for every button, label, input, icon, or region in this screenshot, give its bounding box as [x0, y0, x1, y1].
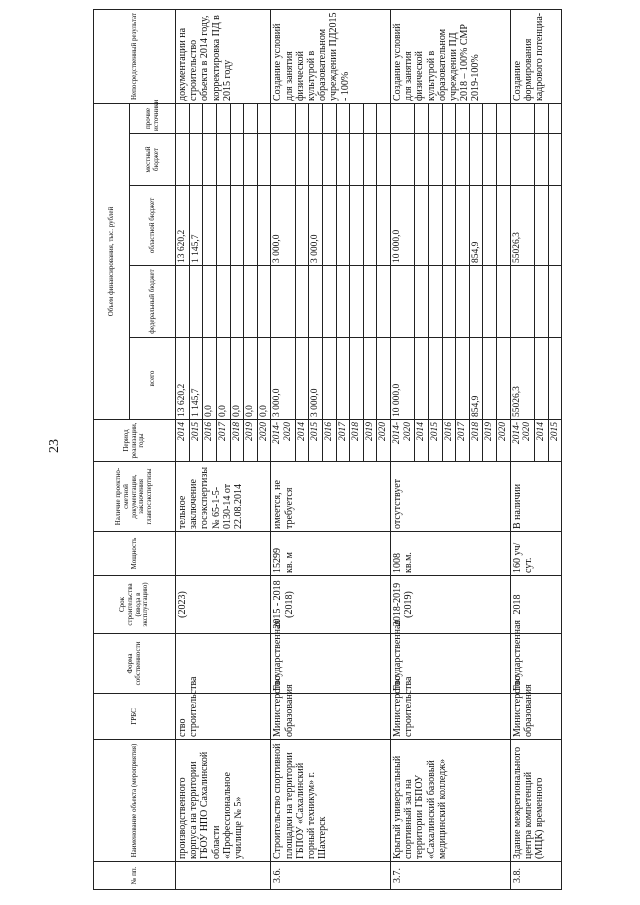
row-number: 3.8. — [510, 862, 562, 890]
year-cell: 2015 — [548, 420, 562, 462]
row-number — [176, 862, 271, 890]
other-cell — [336, 103, 350, 133]
local-cell — [230, 134, 244, 186]
term-cell: (2023) — [176, 576, 271, 634]
year-cell: 2014 — [176, 420, 190, 462]
regional-cell: 1 145,7 — [189, 186, 203, 266]
year-cell: 2014-2020 — [510, 420, 534, 462]
federal-cell — [271, 266, 295, 338]
total-cell: 10 000,0 — [391, 338, 415, 420]
regional-cell — [428, 186, 442, 266]
other-cell — [391, 103, 415, 133]
federal-cell — [295, 266, 309, 338]
ownership-cell: Государственная — [391, 634, 511, 694]
col-grbs-header: ГРБС — [94, 694, 176, 740]
year-cell: 2019 — [483, 420, 497, 462]
other-cell — [363, 103, 377, 133]
other-cell — [257, 103, 271, 133]
local-cell — [189, 134, 203, 186]
year-cell: 2017 — [336, 420, 350, 462]
local-cell — [510, 134, 534, 186]
year-cell: 2014 — [415, 420, 429, 462]
total-cell — [350, 338, 364, 420]
table-row — [271, 9, 295, 889]
total-cell: 1 145,7 — [189, 338, 203, 420]
total-cell — [548, 338, 562, 420]
other-cell — [442, 103, 456, 133]
local-cell — [271, 134, 295, 186]
regional-cell — [257, 186, 271, 266]
local-cell — [350, 134, 364, 186]
regional-cell: 3 000,0 — [309, 186, 323, 266]
total-cell — [428, 338, 442, 420]
other-cell — [428, 103, 442, 133]
other-cell — [189, 103, 203, 133]
col-num-header: № пп. — [94, 862, 176, 890]
grbs-cell: Министерство образования — [510, 694, 562, 740]
local-cell — [428, 134, 442, 186]
federal-cell — [534, 266, 548, 338]
other-cell — [216, 103, 230, 133]
other-cell — [456, 103, 470, 133]
regional-cell — [244, 186, 258, 266]
regional-cell — [534, 186, 548, 266]
year-cell: 2018 — [469, 420, 483, 462]
year-cell: 2014 — [295, 420, 309, 462]
grbs-cell: ство строительства — [176, 694, 271, 740]
year-cell: 2014-2020 — [271, 420, 295, 462]
row-number: 3.7. — [391, 862, 511, 890]
local-cell — [216, 134, 230, 186]
total-cell — [415, 338, 429, 420]
regional-cell — [336, 186, 350, 266]
federal-cell — [189, 266, 203, 338]
col-finance-header: Объем финансирования, тыс. рублей — [94, 103, 130, 419]
result-cell: Создание условий для занятия физической культурой в образовательном учреждении ПД2015 - 100% — [271, 9, 391, 103]
total-cell: 0,0 — [244, 338, 258, 420]
row-number: 3.6. — [271, 862, 391, 890]
regional-cell: 3 000,0 — [271, 186, 295, 266]
col-capacity-header: Мощность — [94, 532, 176, 576]
total-cell — [534, 338, 548, 420]
federal-cell — [377, 266, 391, 338]
other-cell — [548, 103, 562, 133]
total-cell: 854,9 — [469, 338, 483, 420]
total-cell — [363, 338, 377, 420]
federal-cell — [309, 266, 323, 338]
federal-cell — [257, 266, 271, 338]
table-body — [176, 9, 562, 889]
total-cell — [377, 338, 391, 420]
regional-cell: 55026,3 — [510, 186, 534, 266]
regional-cell — [295, 186, 309, 266]
regional-cell — [415, 186, 429, 266]
other-cell — [230, 103, 244, 133]
federal-cell — [548, 266, 562, 338]
term-cell: 2018-2019 (2019) — [391, 576, 511, 634]
local-cell — [442, 134, 456, 186]
regional-cell: 10 000,0 — [391, 186, 415, 266]
total-cell: 3 000,0 — [309, 338, 323, 420]
object-name: Строительство спортивной площадки на территории ГБПОУ «Сахалинский горный техникум» г. Шахтерск — [271, 740, 391, 862]
other-cell — [469, 103, 483, 133]
total-cell: 0,0 — [230, 338, 244, 420]
other-cell — [497, 103, 511, 133]
federal-cell — [336, 266, 350, 338]
other-cell — [176, 103, 190, 133]
local-cell — [295, 134, 309, 186]
federal-cell — [456, 266, 470, 338]
regional-cell — [456, 186, 470, 266]
total-cell — [295, 338, 309, 420]
year-cell: 2017 — [456, 420, 470, 462]
regional-cell — [548, 186, 562, 266]
other-cell — [203, 103, 217, 133]
col-term-header: Срок строительства (ввода в эксплуатацию) — [94, 576, 176, 634]
page-number: 23 — [47, 439, 62, 453]
table-row — [391, 9, 415, 889]
grbs-cell: Министерство образования — [271, 694, 391, 740]
total-cell: 55026,3 — [510, 338, 534, 420]
federal-cell — [322, 266, 336, 338]
regional-cell — [203, 186, 217, 266]
federal-cell — [497, 266, 511, 338]
local-cell — [534, 134, 548, 186]
federal-cell — [216, 266, 230, 338]
year-cell: 2016 — [442, 420, 456, 462]
capacity-cell — [176, 532, 271, 576]
total-cell — [322, 338, 336, 420]
construction-objects-table — [93, 9, 562, 890]
other-cell — [322, 103, 336, 133]
term-cell: 2018 — [510, 576, 562, 634]
docs-cell: тельное заключение госэкспертизы № 65-1-5-0130-14 от 22.08.2014 — [176, 462, 271, 532]
regional-cell: 854,9 — [469, 186, 483, 266]
year-cell: 2019 — [363, 420, 377, 462]
local-cell — [483, 134, 497, 186]
year-cell: 2020 — [497, 420, 511, 462]
local-cell — [309, 134, 323, 186]
total-cell: 0,0 — [203, 338, 217, 420]
local-cell — [203, 134, 217, 186]
total-cell: 0,0 — [216, 338, 230, 420]
col-result-header: Непосредственный результат — [94, 9, 176, 103]
col-ownership-header: Форма собственности — [94, 634, 176, 694]
regional-cell — [216, 186, 230, 266]
regional-cell — [442, 186, 456, 266]
other-cell — [510, 103, 534, 133]
regional-cell — [322, 186, 336, 266]
federal-cell — [483, 266, 497, 338]
col-other-header: прочие источники — [130, 103, 176, 133]
regional-cell — [497, 186, 511, 266]
object-name: Крытый универсальный спортивный зал на территории ГБПОУ «Сахалинский базовый медицинский колледж» — [391, 740, 511, 862]
regional-cell — [483, 186, 497, 266]
local-cell — [244, 134, 258, 186]
capacity-cell: 160 уч/сут. — [510, 532, 562, 576]
other-cell — [295, 103, 309, 133]
local-cell — [469, 134, 483, 186]
federal-cell — [469, 266, 483, 338]
year-cell: 2020 — [257, 420, 271, 462]
year-cell: 2015 — [309, 420, 323, 462]
local-cell — [257, 134, 271, 186]
year-cell: 2018 — [230, 420, 244, 462]
table-row — [176, 9, 190, 889]
col-local-header: местный бюджет — [130, 134, 176, 186]
object-name: производственного корпуса на территории ГБОУ НПО Сахалинской области «Профессиональное училище № 5» — [176, 740, 271, 862]
federal-cell — [415, 266, 429, 338]
federal-cell — [350, 266, 364, 338]
regional-cell: 13 620,2 — [176, 186, 190, 266]
col-federal-header: федеральный бюджет — [130, 266, 176, 338]
total-cell: 3 000,0 — [271, 338, 295, 420]
capacity-cell: 1008 кв.м. — [391, 532, 511, 576]
docs-cell: В наличии — [510, 462, 562, 532]
federal-cell — [230, 266, 244, 338]
total-cell — [336, 338, 350, 420]
year-cell: 2019 — [244, 420, 258, 462]
col-total-header: всего — [130, 338, 176, 420]
ownership-cell: Государственная — [510, 634, 562, 694]
other-cell — [377, 103, 391, 133]
year-cell: 2016 — [322, 420, 336, 462]
result-cell: Создание условий для занятия физической культурой в образовательном учреждении ПД 2018 – 100% СМР 2019-100% — [391, 9, 511, 103]
object-name: Здание межрегионального центра компетенций (МЦК) временного — [510, 740, 562, 862]
table-row — [510, 9, 534, 889]
federal-cell — [391, 266, 415, 338]
year-cell: 2020 — [377, 420, 391, 462]
regional-cell — [363, 186, 377, 266]
year-cell: 2016 — [203, 420, 217, 462]
other-cell — [309, 103, 323, 133]
local-cell — [377, 134, 391, 186]
regional-cell — [350, 186, 364, 266]
term-cell: 2015 - 2018 (2018) — [271, 576, 391, 634]
total-cell — [497, 338, 511, 420]
total-cell — [483, 338, 497, 420]
federal-cell — [428, 266, 442, 338]
local-cell — [456, 134, 470, 186]
federal-cell — [363, 266, 377, 338]
local-cell — [322, 134, 336, 186]
result-cell: Создание формирования кадрового потенциа- — [510, 9, 562, 103]
local-cell — [363, 134, 377, 186]
capacity-cell: 15299 кв. м — [271, 532, 391, 576]
regional-cell — [377, 186, 391, 266]
total-cell: 13 620,2 — [176, 338, 190, 420]
year-cell: 2014 — [534, 420, 548, 462]
local-cell — [391, 134, 415, 186]
total-cell — [456, 338, 470, 420]
federal-cell — [203, 266, 217, 338]
other-cell — [483, 103, 497, 133]
other-cell — [415, 103, 429, 133]
other-cell — [244, 103, 258, 133]
rotated-table-sheet — [93, 10, 603, 890]
local-cell — [415, 134, 429, 186]
local-cell — [497, 134, 511, 186]
year-cell: 2015 — [189, 420, 203, 462]
federal-cell — [244, 266, 258, 338]
col-name-header: Наименование объекта (мероприятия) — [94, 740, 176, 862]
col-regional-header: областной бюджет — [130, 186, 176, 266]
col-period-header: Период реализации, годы — [94, 420, 176, 462]
other-cell — [350, 103, 364, 133]
result-cell: документации на строительство объекта в 2014 году, корректировка ПД в 2015 году — [176, 9, 271, 103]
total-cell — [442, 338, 456, 420]
year-cell: 2017 — [216, 420, 230, 462]
docs-cell: отсутствует — [391, 462, 511, 532]
year-cell: 2018 — [350, 420, 364, 462]
year-cell: 2015 — [428, 420, 442, 462]
year-cell: 2014-2020 — [391, 420, 415, 462]
total-cell: 0,0 — [257, 338, 271, 420]
ownership-cell: Государственная — [271, 634, 391, 694]
grbs-cell: Министерство строительства — [391, 694, 511, 740]
federal-cell — [442, 266, 456, 338]
local-cell — [548, 134, 562, 186]
docs-cell: имеется, не требуется — [271, 462, 391, 532]
federal-cell — [510, 266, 534, 338]
col-docs-header: Наличие проектно-сметной документации, заключения главгосэкспертизы — [94, 462, 176, 532]
other-cell — [534, 103, 548, 133]
regional-cell — [230, 186, 244, 266]
header-row-1 — [94, 9, 130, 889]
other-cell — [271, 103, 295, 133]
local-cell — [336, 134, 350, 186]
local-cell — [176, 134, 190, 186]
federal-cell — [176, 266, 190, 338]
